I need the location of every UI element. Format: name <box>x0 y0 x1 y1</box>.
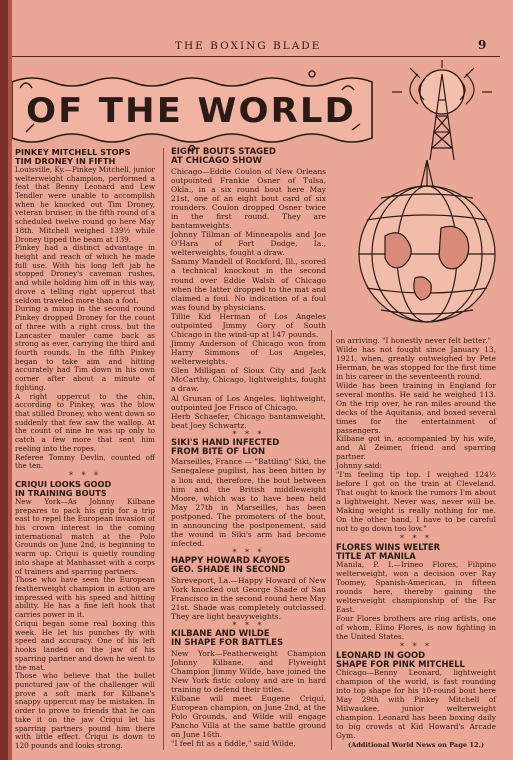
section-separator: * * * <box>68 471 102 480</box>
article-paragraph: New York—As Johnny Kilbane prepares to pack his grip for a trip east to repel the European invasion of his crown interest in the coming international match at the Polo Grounds on June 2nd, is beginning to warm up. Criqui is quietly rounding into shape at Manhasset with a corps of trainers and sparring partners. <box>15 496 155 576</box>
article-paragraph: Glen Milligan of Sioux City and Jack McCarthy, Chicago, lightweights, fought a draw. <box>171 366 326 394</box>
headline-kilbane-wilde: KILBANE AND WILDE IN SHAPE FOR BATTLES <box>171 629 284 649</box>
page-number: 9 <box>478 38 487 52</box>
headline-leonard: LEONARD IN GOOD SHAPE FOR PINK MITCHELL <box>336 649 465 670</box>
article-paragraph: Wilde has not fought since January 13, 1921, when, greatly outweighed by Pete Herman, he was stopped for the first time in his career in the seventeenth round. <box>336 344 496 381</box>
article-paragraph: Marseilles, France — "Battling" Siki, the Senegalese pugilist, has been bitten by a lion and, therefore, the bout between him and the British middleweight Moore, which was to have been held May 27th in Marseilles, has been postponed. The promoters of the bout, in announcing the postponement, said the wound in Siki's arm had become infected. <box>171 457 326 549</box>
column-2 <box>171 148 326 749</box>
radio-tower-illustration <box>392 60 492 160</box>
section-separator: * * * <box>232 548 265 558</box>
article-paragraph: Shreveport, La.—Happy Howard of New York knocked out George Shade of San Francisco in the second round here May 21st. Shade was completely outclassed. They are light heavyweights. <box>171 575 326 622</box>
article-paragraph: Louisville, Ky.—Pinkey Mitchell, junior welterweight champion, performed a feat that Benny Leonard and Lew Tendler were unable to accomplish when he knocked out Tim Droney, veteran bruiser, in the fifth round of a scheduled twelve round go here May 18th. Mitchell weighed 139½ while Droney tipped the beam at 139. <box>15 164 155 244</box>
article-paragraph: Herb Schaefer, Chicago bantamweight, beat Joey Schwartz. <box>171 411 326 430</box>
article-paragraph: Chicago—Benny Leonard, lightweight champion of the world, is fast rounding into top shape for his 10-round bout here May 29th with Pinkey Mitchell of Milwaukee, junior welterweight champion. Leonard has been boxing daily to big crowds at Kid Howard's Arcade Gym. <box>336 668 496 740</box>
article-paragraph: A right uppercut to the chin, according to Pinkey, was the blow that stilled Droney, who went down so suddenly that few saw the wallop. At the count of nine he was up only to catch a few more that sent him reeling into the ropes. <box>15 391 155 453</box>
article-paragraph: Kilbane got in, accompanied by his wife, and Al Zeimer, friend and sparring partner. <box>336 434 496 462</box>
article-paragraph: Four Flores brothers are ring artists, one of whom, Elino Flores, is now fighting in the United States. <box>336 614 496 641</box>
article-paragraph: Chicago—Eddie Coulon of New Orleans outpointed Frankie Osner of Tulsa, Okla., in a six round bout here May 21st, one of an eight bout card of six rounders. Coulon dropped Osner twice in the first round. They are bantamweights. <box>171 166 326 231</box>
article-paragraph: Sammy Mandell of Rockford, Ill., scored a technical knockout in the second round over Eddie Walsh of Chicago when the latter dropped to the mat and claimed a foul. No indication of a foul was found by physicians. <box>171 257 326 312</box>
header-rule <box>12 56 500 57</box>
article-paragraph: Al Grunan of Los Angeles, lightweight, outpointed Joe Frisco of Chicago. <box>171 393 326 412</box>
column-rule-1 <box>163 148 164 750</box>
article-paragraph: Pinkey had a distinct advantage in height and reach of which he made full use. With his long left jab he stopped Droney's caveman rushes, and while holding him off in this way, drove a telling right uppercut that seldom traveled more than a foot. <box>15 243 155 305</box>
article-paragraph: Those who believe that the bullet punctured jaw of the challenger will prove a soft mark for Kilbane's snappy uppercut may be mistaken. In order to prove to friends that he can take it on the jaw Criqui let his sparring partners pound him there with little effect. Criqui is down to 120 pounds and looks strong. <box>15 671 155 750</box>
headline-siki: SIKI'S HAND INFECTED FROM BITE OF LION <box>171 437 280 458</box>
section-separator: * * * <box>399 641 433 651</box>
headline-howard: HAPPY HOWARD KAYOES GEO. SHADE IN SECOND <box>171 556 291 576</box>
article-paragraph: New York—Featherweight Champion Johnny Kilbane, and Flyweight Champion Jimmy Wilde, have joined the New York fistic colony and are in hard training to defend their titles. <box>171 648 326 694</box>
article-paragraph: Manila, P. I.—Irineo Flores, Filipino welterweight, won a decision over Ray Toomey, Spanish-American, in fifteen rounds here, thereby gaining the welterweight championship of the Far East. <box>336 560 496 615</box>
article-paragraph: Jimmy Anderson of Chicago won from Harry Simmons of Los Angeles, welterweights. <box>171 339 326 367</box>
column-rule-2 <box>331 330 332 750</box>
article-paragraph: Tillie Kid Herman of Los Angeles outpointed Jimmy Gory of South Chicago in the wind-up at 147 pounds. <box>171 311 326 339</box>
article-paragraph: Criqui began some real boxing this week. He let his punches fly with speed and accuracy. One of his left hooks landed on the jaw of his sparring partner and down he went to the mat. <box>15 618 155 672</box>
banner-title: OF THE WORLD <box>26 91 356 131</box>
article-paragraph: Wilde has been training in England for several months. He said he weighed 113. On the trip over, he ran miles around the decks of the Aquitania, and boxed several times for the entertainment of passengers. <box>336 380 496 435</box>
article-paragraph: Johnny said: <box>336 461 383 471</box>
section-separator: * * * <box>399 533 433 543</box>
article-paragraph: Kilbane will meet Eugene Criqui, European champion, on June 2nd, at the Polo Grounds, and Wilde will engage Pancho Villa at the same battle ground on June 16th. <box>171 694 326 740</box>
column-1 <box>15 148 155 751</box>
headline-flores: FLORES WINS WELTER TITLE AT MANILA <box>336 541 441 562</box>
headline-chicago-show: EIGHT BOUTS STAGED AT CHICAGO SHOW <box>171 147 276 167</box>
section-separator: * * * <box>232 621 265 631</box>
article-paragraph: "I feel fit as a fiddle," said Wilde, <box>171 739 296 749</box>
article-paragraph: "I'm feeling tip top. I weighed 124½ before I got on the train at Cleveland. That ought to knock the rumors I'm about a lightweight. Never was, never will be. Making weight is really nothing for me. On the other hand, I have to be careful not to go down too low." <box>336 470 496 534</box>
section-separator: * * * <box>232 429 265 439</box>
globe-illustration <box>345 158 505 330</box>
headline-criqui: CRIQUI LOOKS GOOD IN TRAINING BOUTS <box>15 479 112 498</box>
world-banner <box>12 60 502 160</box>
article-paragraph: Those who have seen the European featherweight champion in action are impressed with his speed and hitting ability. He has a fine left hook that carries power in it. <box>15 575 155 620</box>
article-paragraph: Referee Tommy Devlin, counted off the ten. <box>15 452 155 471</box>
article-paragraph: on arriving. "I honestly never felt better." <box>336 336 492 345</box>
running-header: THE BOXING BLADE <box>175 40 322 52</box>
article-paragraph: Johnny Tillman of Minneapolis and Joe O'Hara of Fort Dodge, Ia., welterweights, fought a draw. <box>171 230 326 258</box>
headline-mitchell: PINKEY MITCHELL STOPS TIM DRONEY IN FIFTH <box>15 147 131 166</box>
continued-note: (Additional World News on Page 12.) <box>347 740 485 749</box>
article-paragraph: During a mixup in the second round Pinkey dropped Droney for the count of three with a right cross, but the Lancaster mauler came back as strong as ever, carrying the third and fourth rounds. In the fifth Pinkey began to take aim and hitting accurately had Tim down in his own corner after about a minute of fighting. <box>15 304 155 392</box>
binding-edge <box>0 0 8 760</box>
column-3 <box>336 337 496 750</box>
